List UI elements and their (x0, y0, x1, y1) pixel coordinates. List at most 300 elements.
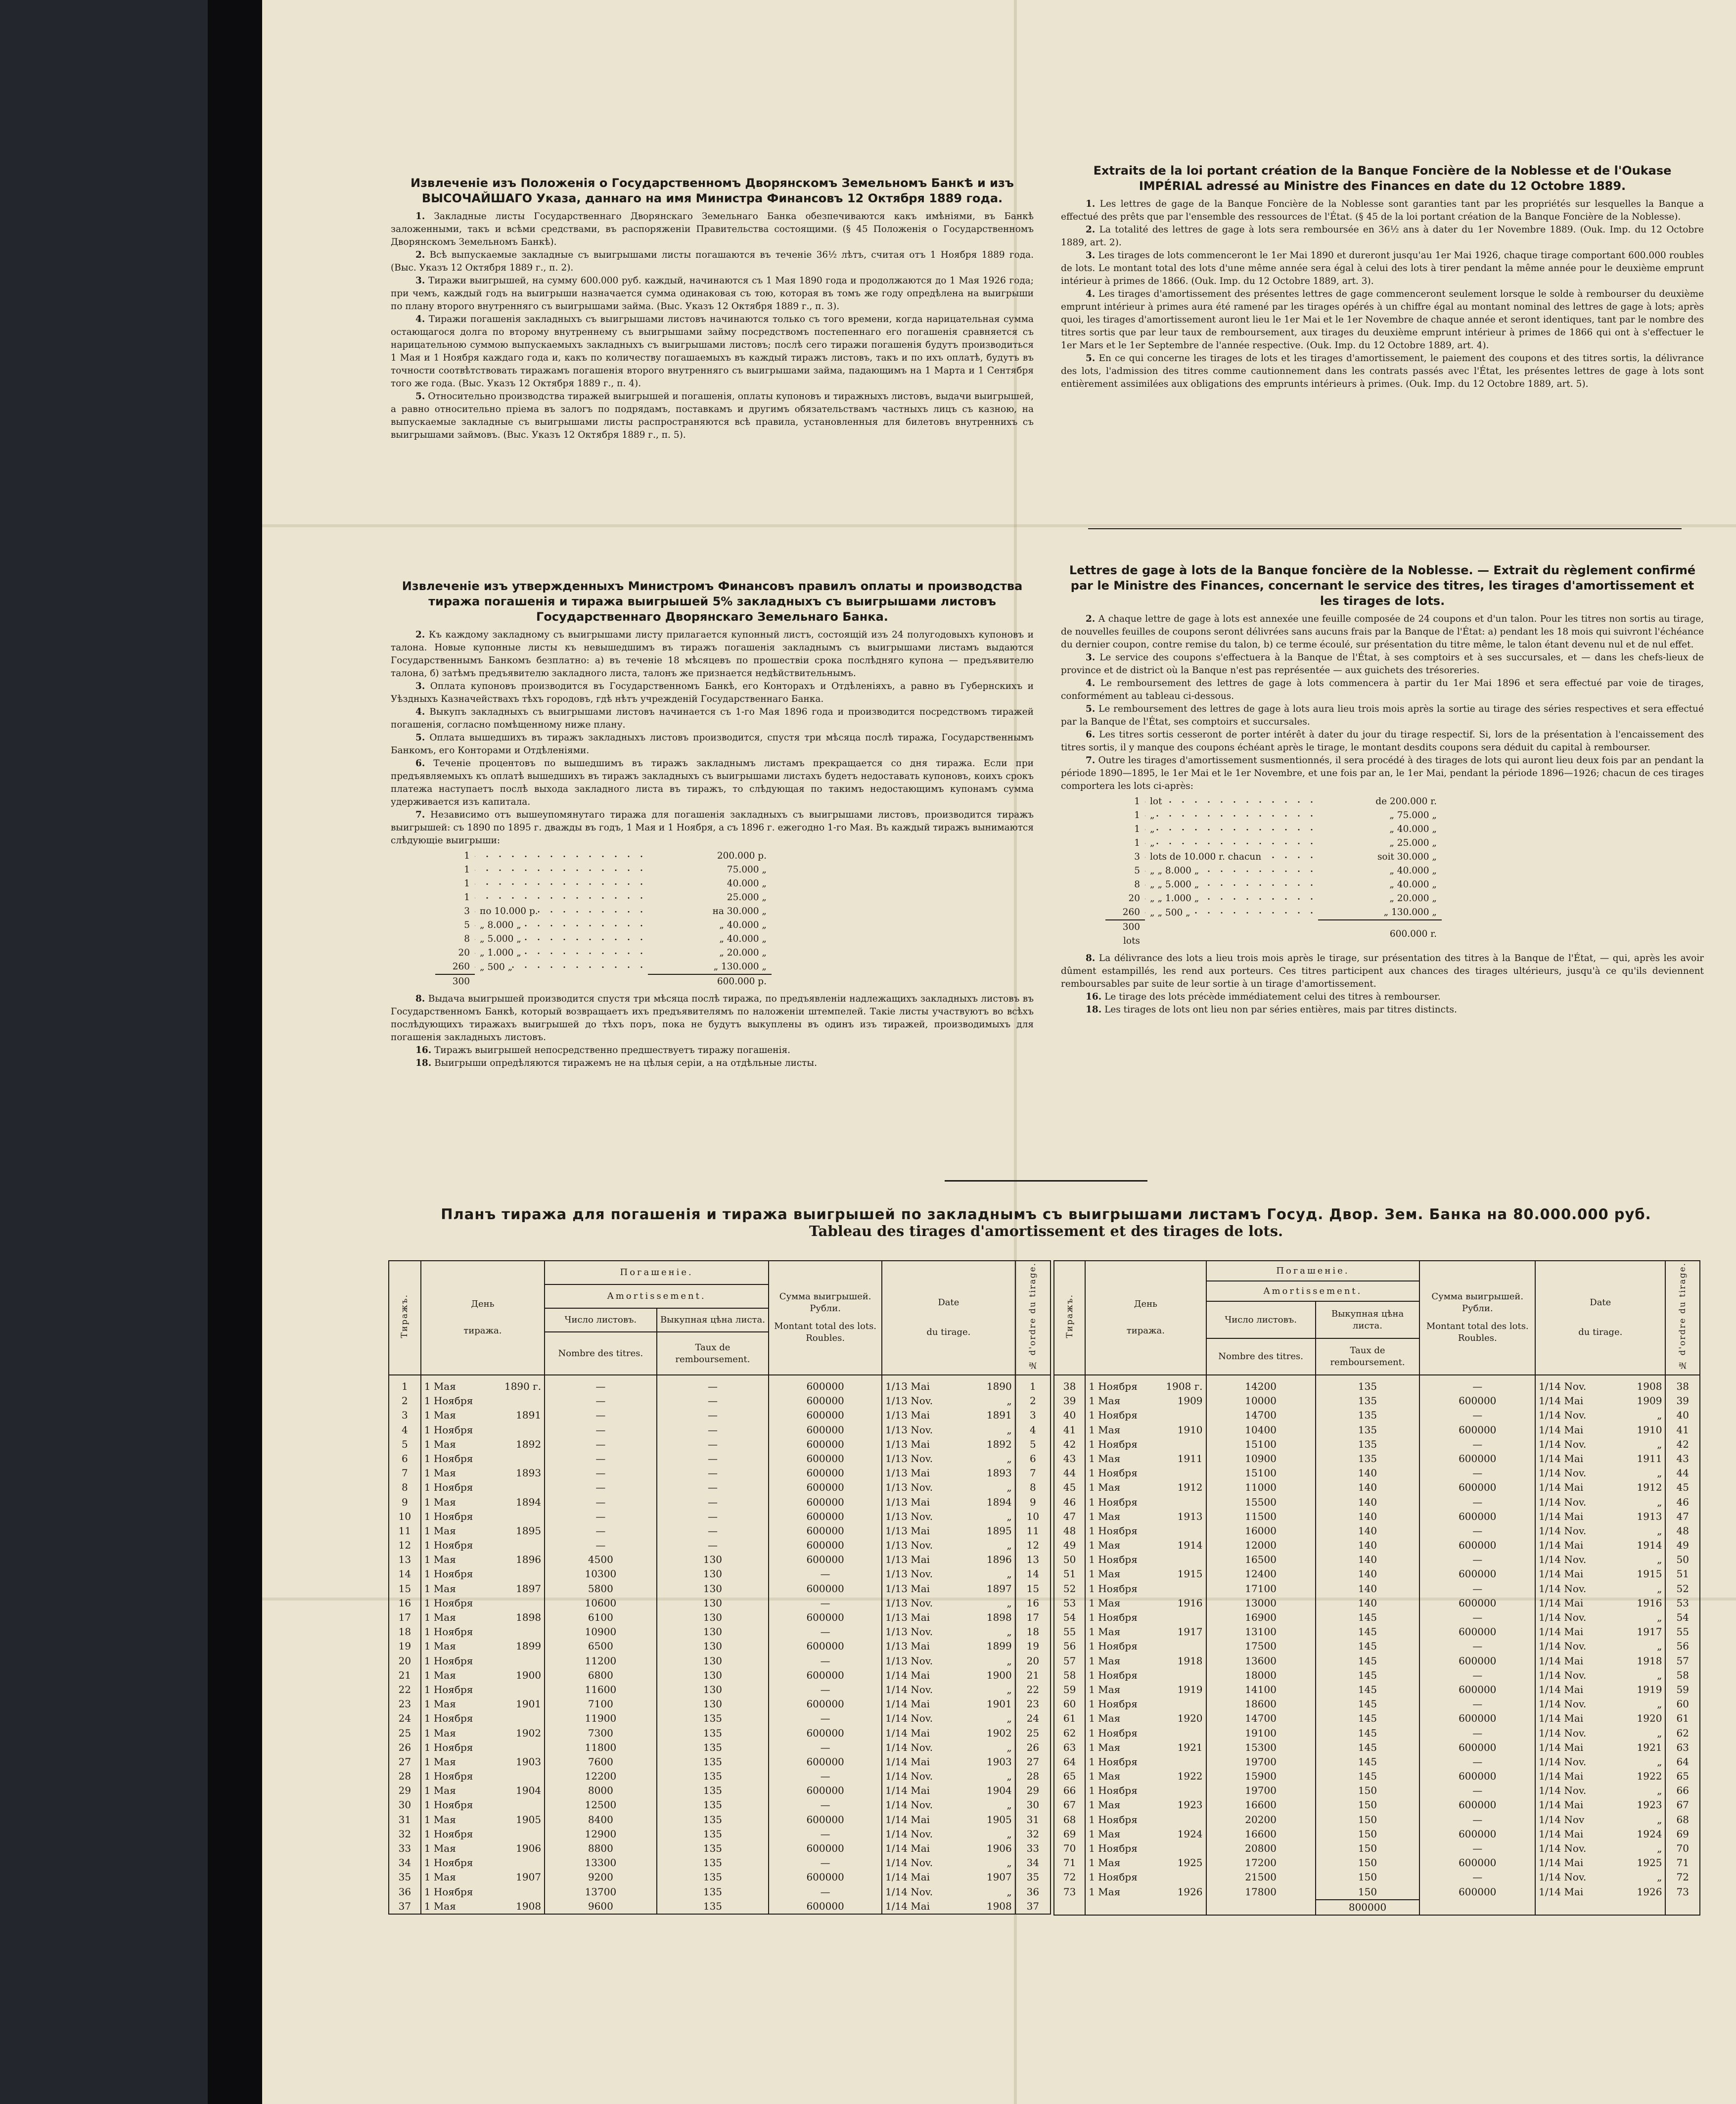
redemption-rate: 140 (1316, 1596, 1420, 1610)
year: 1918 (1177, 1654, 1203, 1667)
draw-day (421, 1567, 545, 1581)
draw-day (1085, 1480, 1206, 1495)
redemption-rate: 135 (657, 1827, 769, 1841)
draw-order: 16 (1015, 1596, 1051, 1610)
year: „ (1006, 1626, 1012, 1638)
year: 1919 (1177, 1683, 1203, 1695)
date-label: 1 Мая (1089, 1510, 1121, 1522)
draw-order: 30 (1015, 1798, 1051, 1812)
lots-total: — (769, 1856, 882, 1870)
draw-date (882, 1422, 1015, 1437)
ru-section-2-title: Извлеченіе изъ утвержденныхъ Министромъ Финансовъ правилъ оплаты и производства тиража погашенія и тиража выигрышей 5% закладныхъ съ выигрышами листовъ Государственнаго Дворянскаго Земельнаго Банка. (402, 579, 1023, 624)
prize-denomination: „ 8.000 „ (480, 920, 521, 930)
prize-count: 20 (458, 948, 470, 958)
date-label: 1 Мая (1089, 1568, 1121, 1580)
year: „ (1006, 1452, 1012, 1464)
draw-order: 35 (1015, 1870, 1051, 1884)
date-label: 1/13 Nov. (885, 1481, 933, 1494)
draw-order: 64 (1665, 1755, 1700, 1769)
redemption-rate: 135 (657, 1740, 769, 1755)
titles-count: 13000 (1206, 1596, 1316, 1610)
draw-day (421, 1899, 545, 1914)
table-title (388, 1206, 1704, 1239)
date-label: 1 Мая (424, 1380, 456, 1392)
tirazh-number: 45 (1054, 1480, 1085, 1495)
draw-day (421, 1452, 545, 1466)
prize-row (1105, 892, 1442, 906)
prize-row (435, 960, 772, 974)
year: 1917 (1637, 1626, 1662, 1638)
date-label: 1/14 Nov (1539, 1813, 1585, 1826)
titles-count: 17800 (1206, 1884, 1316, 1899)
year: 1908 г. (1166, 1380, 1203, 1392)
redemption-rate: 130 (657, 1653, 769, 1668)
schedule-table-left: Тиражъ. День тиража. Погашеніе. Сумма выигрышей. Рубли. Montant total des lots. Roubles. Date du tirage. № d'ordre du tirage. Amortissement. Число листовъ. Выкупная цѣна листа. Nombre des titres. Taux de remboursement. 1 1 Мая 1890 г. — — 600000 1/13 Mai 1890 1 2 1 Ноября — — 600000 1/13 Nov. „ 2 3 1 Мая 1891 — — 600000 1/13 Mai 1891 3 4 1 Ноября — — 600000 1/13 Nov. „ 4 5 1 Мая 1892 — — 600000 1/13 Mai 1892 5 6 1 Ноября — — 600000 1/13 Nov. „ 6 7 1 Мая 1893 — — 600000 1/13 Mai 1893 7 8 1 Ноября — — 600000 1/13 Nov. „ 8 9 1 Мая 1894 — — 600000 1/13 Mai 1894 9 10 1 Ноября — — 600000 1/13 Nov. „ 10 11 1 Мая 1895 — — 600000 1/13 Mai 1895 11 12 1 Ноября — — 600000 1/13 Nov. „ 12 13 1 Мая 1896 4500 130 600000 1/13 Mai 1896 13 14 1 Ноября 10300 130 — 1/13 Nov. „ 14 15 1 Мая 1897 5800 130 600000 1/13 Mai 1897 15 16 1 Ноября 10600 130 — 1/13 Nov. „ 16 17 1 Мая 1898 6100 130 600000 1/13 Mai 1898 17 18 1 Ноября 10900 130 — 1/13 Nov. „ 18 19 1 Мая 1899 6500 130 600000 1/13 Mai 1899 19 20 1 Ноября 11200 130 — 1/13 Nov. „ 20 21 1 Мая 1900 6800 130 600000 1/14 Mai 1900 21 22 1 Ноября 11600 130 — 1/14 Nov. „ 22 23 1 Мая 1901 7100 130 600000 1/14 Mai 1901 23 24 1 Ноября 11900 135 — 1/14 Nov. „ 24 25 1 Мая 1902 7300 135 600000 1/14 Mai 1902 25 26 1 Ноября 11800 135 — 1/14 Nov. „ 26 27 1 Мая 1903 7600 135 600000 1/14 Mai 1903 27 28 1 Ноября 12200 135 — 1/14 Nov. „ 28 29 1 Мая 1904 8000 135 600000 1/14 Mai 1904 29 30 1 Ноября 12500 135 — 1/14 Nov. „ 30 31 1 Мая 1905 8400 135 600000 1/14 Mai 1905 31 32 1 Ноября 12900 135 — 1/14 Nov. „ 32 33 1 Мая 1906 8800 135 600000 1/14 Mai 1906 33 34 1 Ноября 13300 135 — 1/14 Nov. „ 34 35 1 Мая 1907 9200 135 600000 1/14 Mai 1907 35 36 1 Ноября 13700 135 — 1/14 Nov. „ 36 37 1 Мая 1908 9600 135 600000 1/14 Mai 1908 37 (388, 1260, 1051, 1915)
date-label: 1 Мая (1089, 1799, 1121, 1811)
lots-total: — (1419, 1668, 1535, 1683)
prize-count: 1 (1134, 810, 1140, 821)
redemption-rate: — (657, 1480, 769, 1495)
year: „ (1657, 1784, 1662, 1797)
draw-day (421, 1856, 545, 1870)
lots-total: 600000 (769, 1668, 882, 1683)
date-label: 1 Мая (1089, 1423, 1121, 1436)
draw-order: 72 (1665, 1870, 1700, 1884)
draw-date (882, 1553, 1015, 1567)
table-row (1054, 1394, 1700, 1408)
draw-day (421, 1639, 545, 1653)
titles-count: 6500 (545, 1639, 657, 1653)
year: „ (1006, 1510, 1012, 1522)
titles-count: — (545, 1437, 657, 1452)
prize-amount: „ 130.000 „ (1383, 907, 1437, 917)
date-label: 1 Ноября (424, 1423, 473, 1436)
draw-order: 28 (1015, 1769, 1051, 1784)
prize-row (1105, 906, 1442, 920)
draw-order: 56 (1665, 1639, 1700, 1653)
col-ordre: № d'ordre du tirage. (1015, 1261, 1051, 1375)
tirazh-number: 60 (1054, 1697, 1085, 1711)
lots-total: 600000 (1419, 1827, 1535, 1841)
date-label: 1 Ноября (424, 1626, 473, 1638)
year: 1891 (986, 1409, 1012, 1421)
date-label: 1/14 Nov. (1539, 1524, 1587, 1537)
date-label: 1 Ноября (424, 1683, 473, 1695)
draw-order: 24 (1015, 1711, 1051, 1726)
draw-order: 69 (1665, 1827, 1700, 1841)
draw-date (1535, 1567, 1665, 1581)
date-label: 1 Ноября (424, 1885, 473, 1898)
draw-date (1535, 1653, 1665, 1668)
draw-date (882, 1408, 1015, 1422)
draw-day (1085, 1827, 1206, 1841)
year: „ (1657, 1611, 1662, 1623)
redemption-rate: 130 (657, 1625, 769, 1639)
redemption-rate: 130 (657, 1553, 769, 1567)
tirazh-number: 70 (1054, 1841, 1085, 1856)
date-label: 1/14 Mai (885, 1669, 930, 1681)
draw-order: 59 (1665, 1683, 1700, 1697)
year: „ (1657, 1698, 1662, 1710)
date-label: 1 Мая (424, 1727, 456, 1739)
year: „ (1657, 1727, 1662, 1739)
date-label: 1/14 Nov. (1539, 1611, 1587, 1623)
prize-denomination: „ 5.000 „ (480, 934, 521, 944)
year: „ (1006, 1683, 1012, 1695)
prize-denomination: „ (1150, 810, 1155, 821)
date-label: 1 Мая (1089, 1452, 1121, 1464)
draw-day (1085, 1495, 1206, 1509)
draw-day (421, 1538, 545, 1553)
table-row (389, 1769, 1051, 1784)
lots-total: — (1419, 1437, 1535, 1452)
redemption-rate: 135 (1316, 1422, 1420, 1437)
year: 1894 (516, 1496, 542, 1508)
draw-order: 4 (1015, 1422, 1051, 1437)
redemption-rate: 135 (657, 1755, 769, 1769)
draw-order: 21 (1015, 1668, 1051, 1683)
table-row (389, 1408, 1051, 1422)
table-row (389, 1740, 1051, 1755)
date-label: 1 Ноября (424, 1539, 473, 1552)
date-label: 1/14 Mai (885, 1842, 930, 1854)
year: 1925 (1177, 1857, 1203, 1869)
redemption-rate: 130 (657, 1697, 769, 1711)
year: 1926 (1177, 1886, 1203, 1898)
prize-count: 3 (1134, 852, 1140, 862)
draw-date (882, 1726, 1015, 1740)
prize-row (435, 932, 772, 946)
year: 1908 (1637, 1380, 1662, 1392)
date-label: 1/14 Nov. (1539, 1409, 1587, 1421)
tirazh-number: 33 (389, 1841, 421, 1856)
draw-day (1085, 1538, 1206, 1553)
draw-day (1085, 1841, 1206, 1856)
draw-order: 20 (1015, 1653, 1051, 1668)
year: „ (1006, 1885, 1012, 1898)
redemption-rate: 135 (1316, 1452, 1420, 1466)
total-titles: 800000 (1316, 1900, 1420, 1915)
paragraph (1061, 677, 1704, 703)
year: 1891 (516, 1409, 542, 1421)
date-label: 1/13 Nov. (885, 1626, 933, 1638)
prize-amount: „ 75.000 „ (1389, 810, 1437, 821)
prize-amount: 75.000 „ (727, 865, 767, 875)
year: 1917 (1177, 1626, 1203, 1638)
redemption-rate: 145 (1316, 1639, 1420, 1653)
year: 1920 (1177, 1712, 1203, 1725)
table-row (1054, 1538, 1700, 1553)
date-label: 1/14 Mai (885, 1698, 930, 1710)
lots-total: — (769, 1711, 882, 1726)
titles-count: 9200 (545, 1870, 657, 1884)
paragraph-text: Закладные листы Государственнаго Дворянскаго Земельнаго Банка обезпечиваются какъ имѣніями, въ Банкѣ заложенными, такъ и всѣми средствами, въ распоряженіи Правительства состоящими. (§ 45 Положенія о Государственномъ Дворянскомъ Земельномъ Банкѣ). (391, 211, 1034, 247)
draw-date (1535, 1408, 1665, 1422)
paragraph (391, 313, 1034, 390)
draw-date (882, 1755, 1015, 1769)
table-row (389, 1884, 1051, 1899)
prize-row (1105, 795, 1442, 809)
titles-count: 14700 (1206, 1408, 1316, 1422)
draw-day (421, 1495, 545, 1509)
year: 1913 (1177, 1510, 1203, 1522)
prize-amount: soit 30.000 „ (1377, 852, 1437, 862)
lots-total: 600000 (1419, 1625, 1535, 1639)
date-label: 1/14 Nov. (1539, 1727, 1587, 1739)
redemption-rate: 145 (1316, 1697, 1420, 1711)
draw-order: 1 (1015, 1375, 1051, 1394)
draw-date (882, 1769, 1015, 1784)
paragraph-text: Теченіе процентовъ по вышедшимъ въ тиражъ закладнымъ листамъ прекращается со дня тиража. Если при предъявляемыхъ къ оплатѣ вышедшихъ въ тиражъ закладныхъ съ выигрышами листахъ будетъ недоставать купоновъ, коихъ срокъ платежа наступаетъ послѣ выхода закладного листа въ тиражъ, то слѣдующая по такимъ недостающимъ купонамъ сумма удерживается изъ капитала. (391, 758, 1034, 807)
date-label: 1/14 Nov. (1539, 1871, 1587, 1883)
draw-order: 5 (1015, 1437, 1051, 1452)
prize-row (435, 877, 772, 891)
titles-count: 7600 (545, 1755, 657, 1769)
draw-day (421, 1582, 545, 1596)
titles-count: — (545, 1480, 657, 1495)
table-row (389, 1495, 1051, 1509)
tirazh-number: 37 (389, 1899, 421, 1914)
year: „ (1657, 1813, 1662, 1826)
date-label: 1/14 Nov. (1539, 1467, 1587, 1479)
redemption-rate: 150 (1316, 1798, 1420, 1812)
prize-count: 1 (464, 865, 470, 875)
draw-day (421, 1711, 545, 1726)
tirazh-number: 69 (1054, 1827, 1085, 1841)
table-row (389, 1784, 1051, 1798)
paragraph (391, 629, 1034, 680)
date-label: 1/14 Nov. (1539, 1438, 1587, 1450)
draw-date (1535, 1495, 1665, 1509)
table-row (1054, 1711, 1700, 1726)
redemption-rate: 145 (1316, 1726, 1420, 1740)
redemption-rate: 130 (657, 1582, 769, 1596)
redemption-rate: 150 (1316, 1827, 1420, 1841)
prize-count: 260 (452, 961, 470, 972)
date-label: 1 Ноября (1089, 1727, 1138, 1739)
draw-order: 19 (1015, 1639, 1051, 1653)
date-label: 1/13 Nov. (885, 1395, 933, 1407)
paragraph-text: Le remboursement des lettres de gage à lots aura lieu trois mois après la sortie au tirage des séries respectives et sera effectué par la Banque de l'État, ses comptoirs et succursales. (1061, 704, 1704, 727)
lots-total: — (1419, 1466, 1535, 1480)
table-row (389, 1899, 1051, 1914)
date-label: 1 Мая (424, 1496, 456, 1508)
fr-section-rules-extract (1061, 563, 1704, 1016)
titles-count: 17500 (1206, 1639, 1316, 1653)
draw-day (1085, 1769, 1206, 1784)
lots-total: 600000 (1419, 1596, 1535, 1610)
table-row (389, 1509, 1051, 1524)
date-label: 1 Ноября (1089, 1755, 1138, 1768)
year: 1922 (1177, 1770, 1203, 1783)
date-label: 1/14 Nov. (885, 1770, 933, 1783)
redemption-rate: 135 (657, 1870, 769, 1884)
draw-day (1085, 1726, 1206, 1740)
draw-day (421, 1394, 545, 1408)
paragraph-text: Выигрыши опредѣляются тиражемъ не на цѣлыя серіи, а на отдѣльные листы. (434, 1058, 818, 1068)
year: „ (1657, 1409, 1662, 1421)
draw-date (882, 1582, 1015, 1596)
prize-amount: „ 25.000 „ (1389, 838, 1437, 848)
date-label: 1 Ноября (1089, 1409, 1138, 1421)
tirazh-number: 44 (1054, 1466, 1085, 1480)
titles-count: 10000 (1206, 1394, 1316, 1408)
tirazh-number: 31 (389, 1813, 421, 1827)
titles-count: 14100 (1206, 1683, 1316, 1697)
titles-count: 11200 (545, 1653, 657, 1668)
redemption-rate: 145 (1316, 1740, 1420, 1755)
year: 1899 (516, 1640, 542, 1652)
tirazh-number: 30 (389, 1798, 421, 1812)
titles-count: 19700 (1206, 1784, 1316, 1798)
draw-date (1535, 1711, 1665, 1726)
year: 1921 (1637, 1741, 1662, 1753)
redemption-rate: 135 (657, 1769, 769, 1784)
draw-order: 63 (1665, 1740, 1700, 1755)
draw-day (421, 1798, 545, 1812)
lots-total: — (1419, 1870, 1535, 1884)
draw-date (882, 1813, 1015, 1827)
table-row (389, 1422, 1051, 1437)
date-label: 1/13 Nov. (885, 1510, 933, 1522)
titles-count: 15900 (1206, 1769, 1316, 1784)
draw-day (421, 1870, 545, 1884)
tirazh-number: 11 (389, 1524, 421, 1538)
date-label: 1 Мая (424, 1640, 456, 1652)
col-day: День тиража. (421, 1261, 545, 1375)
table-row (389, 1697, 1051, 1711)
date-label: 1/14 Mai (1539, 1770, 1584, 1783)
titles-count: 9600 (545, 1899, 657, 1914)
draw-date (882, 1653, 1015, 1668)
tirazh-number: 52 (1054, 1582, 1085, 1596)
date-label: 1/14 Mai (1539, 1712, 1584, 1725)
prize-row (1105, 864, 1442, 878)
year: 1926 (1637, 1886, 1662, 1898)
fr-section-1-title: Extraits de la loi portant création de la Banque Foncière de la Noblesse et de l'Oukase IMPÉRIAL adressé au Ministre des Finances en date du 12 Octobre 1889. (1093, 164, 1672, 193)
prize-row (435, 891, 772, 905)
titles-count: 14200 (1206, 1375, 1316, 1394)
prize-denomination: lots de 10.000 r. chacun (1150, 852, 1262, 862)
date-label: 1 Мая (1089, 1770, 1121, 1783)
redemption-rate: 135 (1316, 1375, 1420, 1394)
lots-total: 600000 (769, 1784, 882, 1798)
date-label: 1 Ноября (424, 1481, 473, 1494)
draw-order: 36 (1015, 1884, 1051, 1899)
paragraph-text: Всѣ выпускаемые закладные съ выигрышами листы погашаются въ теченіе 36½ лѣтъ, считая отъ 1 Ноября 1889 года. (Выс. Указъ 12 Октября 1889 г., п. 2). (391, 250, 1034, 273)
paragraph-text: Outre les tirages d'amortissement susmentionnés, il sera procédé à des tirages de lots qui auront lieu deux fois par an pendant la période 1890—1895, le 1er Mai et le 1er Novembre, et une fois par an, le 1er Mai, pendant la période 1896—1926; chacun de ces tirages comportera les lots ci-après: (1061, 755, 1704, 791)
year: „ (1006, 1539, 1012, 1552)
date-label: 1/13 Mai (885, 1524, 930, 1537)
fr-prize-list (1105, 795, 1704, 948)
date-label: 1 Мая (1089, 1741, 1121, 1753)
paragraph-number: 16. (1086, 992, 1102, 1002)
paragraph-text: Le service des coupons s'effectuera à la Banque de l'État, à ses comptoirs et à ses succursales, et — dans les chefs-lieux de province et de district où la Banque n'est pas représentée — aux guichets des trésoreries. (1061, 652, 1704, 676)
redemption-rate: 145 (1316, 1683, 1420, 1697)
draw-date (1535, 1509, 1665, 1524)
year: 1900 (516, 1669, 542, 1681)
table-row (1054, 1827, 1700, 1841)
draw-day (1085, 1856, 1206, 1870)
paragraph (1061, 651, 1704, 677)
redemption-rate: 150 (1316, 1856, 1420, 1870)
draw-order: 62 (1665, 1726, 1700, 1740)
tirazh-number: 55 (1054, 1625, 1085, 1639)
prize-row (435, 863, 772, 877)
date-label: 1/13 Nov. (885, 1597, 933, 1609)
tirazh-number: 22 (389, 1683, 421, 1697)
lots-total: 600000 (1419, 1683, 1535, 1697)
draw-day (421, 1422, 545, 1437)
date-label: 1 Мая (424, 1554, 456, 1566)
paragraph-text: Les tirages d'amortissement des présentes lettres de gage commenceront seulement lorsque le solde à rembourser du deuxième emprunt intérieur à primes aura été ramené par les tirages opérés à un chiffre égal au montant nominal des lettres de gage à lots; après quoi, les tirages d'amortissement auront lieu le 1er Mai et le 1er Novembre de chaque année et seront identiques, tant par le nombre des titres sortis que par leur taux de remboursement, aux tirages du deuxième emprunt intérieur à primes de 1866 qui ont à s'effectuer le 1er Mars et le 1er Septembre de l'année respective. (Ouk. Imp. du 12 Octobre 1889, art. 4). (1061, 289, 1704, 351)
table-row (389, 1639, 1051, 1653)
draw-order: 33 (1015, 1841, 1051, 1856)
paragraph-number: 18. (415, 1058, 432, 1068)
date-label: 1/13 Nov. (885, 1539, 933, 1552)
table-row (1054, 1870, 1700, 1884)
year: 1918 (1637, 1654, 1662, 1667)
lots-total: 600000 (769, 1437, 882, 1452)
draw-day (1085, 1784, 1206, 1798)
draw-day (1085, 1610, 1206, 1625)
table-row (1054, 1495, 1700, 1509)
date-label: 1 Мая (424, 1611, 456, 1623)
paragraph-number: 5. (1086, 704, 1096, 714)
prize-count: 1 (1134, 824, 1140, 834)
lots-total: 600000 (1419, 1480, 1535, 1495)
tirazh-number: 40 (1054, 1408, 1085, 1422)
titles-count: — (545, 1408, 657, 1422)
titles-count: — (545, 1452, 657, 1466)
date-label: 1 Мая (424, 1669, 456, 1681)
redemption-rate: 140 (1316, 1538, 1420, 1553)
draw-date (882, 1452, 1015, 1466)
date-label: 1/14 Mai (1539, 1597, 1584, 1609)
titles-count: 13700 (545, 1884, 657, 1899)
year: 1903 (516, 1755, 542, 1768)
draw-date (1535, 1437, 1665, 1452)
draw-date (1535, 1394, 1665, 1408)
table-row (389, 1610, 1051, 1625)
col-date: Date du tirage. (882, 1261, 1015, 1375)
titles-count: 13300 (545, 1856, 657, 1870)
date-label: 1 Ноября (424, 1828, 473, 1840)
lots-total: — (769, 1596, 882, 1610)
draw-order: 40 (1665, 1408, 1700, 1422)
draw-order: 12 (1015, 1538, 1051, 1553)
year: 1904 (986, 1784, 1012, 1797)
tirazh-number: 39 (1054, 1394, 1085, 1408)
prize-row (435, 849, 772, 863)
year: „ (1006, 1481, 1012, 1494)
table-row (1054, 1769, 1700, 1784)
draw-order: 70 (1665, 1841, 1700, 1856)
titles-count: 21500 (1206, 1870, 1316, 1884)
lots-total: 600000 (769, 1375, 882, 1394)
draw-order: 23 (1015, 1697, 1051, 1711)
black-binding-strip (208, 0, 262, 2104)
date-label: 1/14 Mai (885, 1871, 930, 1883)
draw-day (1085, 1639, 1206, 1653)
paper-fold-horizontal (262, 524, 1736, 527)
draw-date (1535, 1884, 1665, 1899)
table-row (389, 1452, 1051, 1466)
date-label: 1 Мая (1089, 1712, 1121, 1725)
date-label: 1/14 Mai (885, 1900, 930, 1912)
year: „ (1657, 1554, 1662, 1566)
year: 1908 (986, 1900, 1012, 1912)
